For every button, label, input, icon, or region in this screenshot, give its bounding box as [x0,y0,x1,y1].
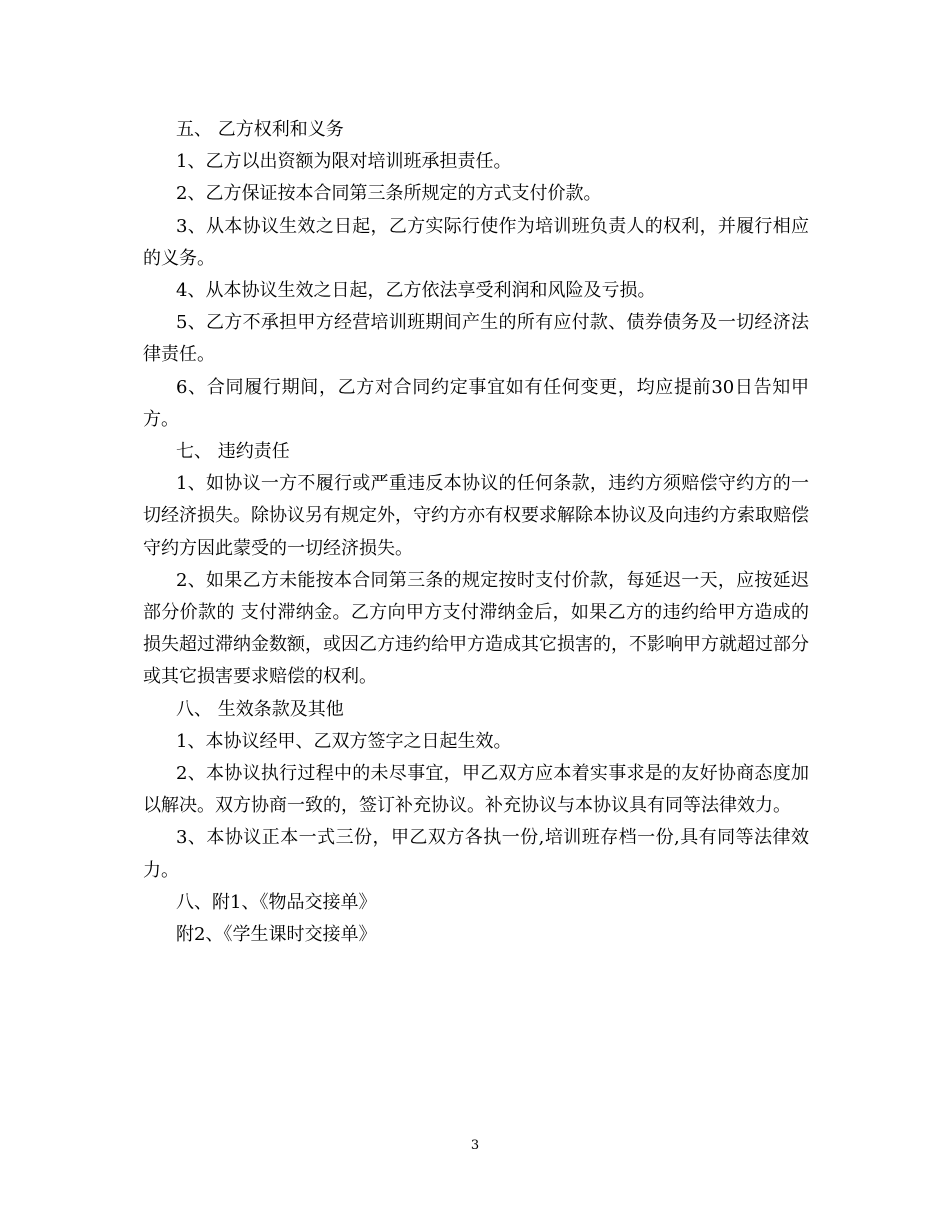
clause-8-1: 1、本协议经甲、乙双方签字之日起生效。 [176,730,512,752]
clause-5-3: 3、从本协议生效之日起，乙方实际行使作为培训班负责人的权利，并履行相应的义务。 [143,215,809,269]
clause-5-1: 1、乙方以出资额为限对培训班承担责任。 [176,151,512,173]
clause-5-5: 5、乙方不承担甲方经营培训班期间产生的所有应付款、债券债务及一切经济法律责任。 [143,312,809,366]
clause-5-4: 4、从本协议生效之日起，乙方依法享受利润和风险及亏损。 [176,280,656,302]
attachment-2: 附2、《学生课时交接单》 [176,924,377,946]
section-heading-5: 五、 乙方权利和义务 [176,119,344,140]
clause-8-3: 3、本协议正本一式三份，甲乙双方各执一份,培训班存档一份,具有同等法律效力。 [143,827,809,881]
clause-5-6: 6、合同履行期间，乙方对合同约定事宜如有任何变更，均应提前30日告知甲方。 [143,376,809,430]
attachment-1: 八、附1、《物品交接单》 [176,891,377,913]
clause-5-2: 2、乙方保证按本合同第三条所规定的方式支付价款。 [176,183,602,205]
section-heading-7: 七、 违约责任 [176,441,290,463]
clause-7-1: 1、如协议一方不履行或严重违反本协议的任何条款，违约方须赔偿守约方的一切经济损失。除协议另有规定外，守约方亦有权要求解除本协议及向违约方索取赔偿守约方因此蒙受的一切经济损失。 [143,473,809,559]
clause-7-2: 2、如果乙方未能按本合同第三条的规定按时支付价款，每延迟一天，应按延迟部分价款的 支付滞纳金。乙方向甲方支付滞纳金后，如果乙方的违约给甲方造成的损失超过滞纳金数额，或因乙方违约给甲方造成其它损害的，不影响甲方就超过部分或其它损害要求赔偿的权利。 [143,569,809,688]
clause-8-2: 2、本协议执行过程中的未尽事宜，甲乙双方应本着实事求是的友好协商态度加以解决。双方协商一致的，签订补充协议。补充协议与本协议具有同等法律效力。 [143,763,809,817]
page-number: 3 [470,1138,480,1153]
document-body [143,114,809,951]
section-heading-8: 八、 生效条款及其他 [176,698,344,720]
